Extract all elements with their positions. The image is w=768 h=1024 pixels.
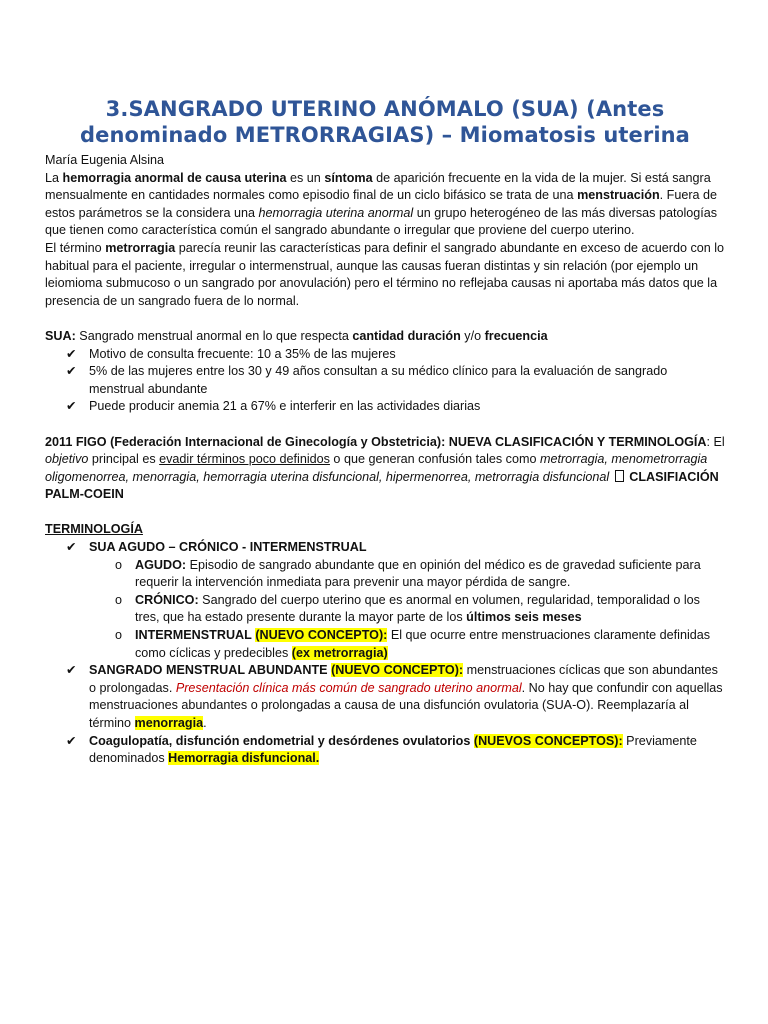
- metrorragia-paragraph: El término metrorragia parecía reunir las características para definir el sangrado abundante en exceso de acuerdo con lo habitual para el paciente, irregular o intermenstrual, aunque las causas fueran distintas y sin relación (por ejemplo un leiomioma submucoso o un sangrado por anovulación) pero el término no reflejaba causas ni aportaba más datos que la presencia de un sangrado fuera de lo normal.: [45, 240, 725, 308]
- list-item: ✔ Puede producir anemia 21 a 67% e interferir en las actividades diarias: [45, 398, 725, 416]
- check-icon: ✔: [66, 346, 77, 361]
- list-item: ✔ Coagulopatía, disfunción endometrial y desórdenes ovulatorios (NUEVOS CONCEPTOS): Previamente denominados Hemorragia disfuncional.: [66, 733, 697, 766]
- list-item: ✔ SUA AGUDO – CRÓNICO - INTERMENSTRUAL: [45, 539, 725, 557]
- sua-facts-list: [45, 346, 725, 416]
- intro-paragraph: La hemorragia anormal de causa uterina es un síntoma de aparición frecuente en la vida de la mujer. Si está sangra mensualmente en cantidades normales como episodio final de un ciclo bifásico se trata de una menstruación. Fuera de estos parámetros se la considera una hemorragia uterina anormal un grupo heterogéneo de las más diversas patologías que tienen como característica común el sangrado abundante o irregular que proviene del cuerpo uterino.: [45, 170, 718, 238]
- sua-subtypes-list: [45, 557, 725, 663]
- list-item: ✔ 5% de las mujeres entre los 30 y 49 años consultan a su médico clínico para la evaluación de sangrado menstrual abundante: [66, 364, 668, 396]
- list-item: ✔ Motivo de consulta frecuente: 10 a 35% de las mujeres: [45, 346, 725, 364]
- terminologia-list-2: [45, 662, 725, 768]
- list-item: o AGUDO: Episodio de sangrado abundante que en opinión del médico es de gravedad suficiente para requerir la intervención inmediata para prevenir una mayor pérdida de sangre.: [115, 557, 701, 590]
- arrow-placeholder-icon: [615, 470, 624, 482]
- circle-bullet-icon: o: [115, 592, 123, 607]
- circle-bullet-icon: o: [115, 557, 123, 572]
- list-item: ✔ SANGRADO MENSTRUAL ABUNDANTE (NUEVO CONCEPTO): menstruaciones cíclicas que son abundantes o prolongadas. Presentación clínica más común de sangrado uterino anormal. No hay que confundir con aquellas menstruaciones abundantes o prolongadas a causa de una disfunción ovulatoria (SUA-O). Reemplazaría al término menorragia.: [66, 663, 723, 730]
- check-icon: ✔: [66, 733, 77, 748]
- terminologia-heading: TERMINOLOGÍA: [45, 522, 143, 537]
- list-item: o CRÓNICO: Sangrado del cuerpo uterino que es anormal en volumen, regularidad, temporalidad o los tres, que ha estado presente durante la mayor parte de los últimos seis meses: [115, 592, 700, 625]
- document-title: 3.SANGRADO UTERINO ANÓMALO (SUA) (Antes denominado METRORRAGIAS) – Miomatosis uterina: [80, 97, 690, 147]
- check-icon: ✔: [66, 364, 77, 379]
- author: María Eugenia Alsina: [45, 153, 165, 167]
- terminologia-list: [45, 539, 725, 557]
- check-icon: ✔: [66, 540, 77, 555]
- check-icon: ✔: [66, 399, 77, 414]
- document-page: [45, 96, 725, 768]
- figo-paragraph: 2011 FIGO (Federación Internacional de Ginecología y Obstetricia): NUEVA CLASIFICACIÓN Y TERMINOLOGÍA: El objetivo principal es evadir términos poco definidos o que generan confusión tales como metrorragia, menometrorragia oligomenorrea, menorragia, hemorragia uterina disfuncional, hipermenorrea, metrorragia disfuncional CLASIFIACIÓN PALM-COEIN: [45, 434, 725, 502]
- circle-bullet-icon: o: [115, 628, 123, 643]
- list-item: o INTERMENSTRUAL (NUEVO CONCEPTO): El que ocurre entre menstruaciones claramente definidas como cíclicas y predecibles (ex metrorragia): [115, 628, 711, 660]
- sua-definition: SUA: Sangrado menstrual anormal en lo que respecta cantidad duración y/o frecuencia: [45, 328, 548, 343]
- check-icon: ✔: [66, 663, 77, 678]
